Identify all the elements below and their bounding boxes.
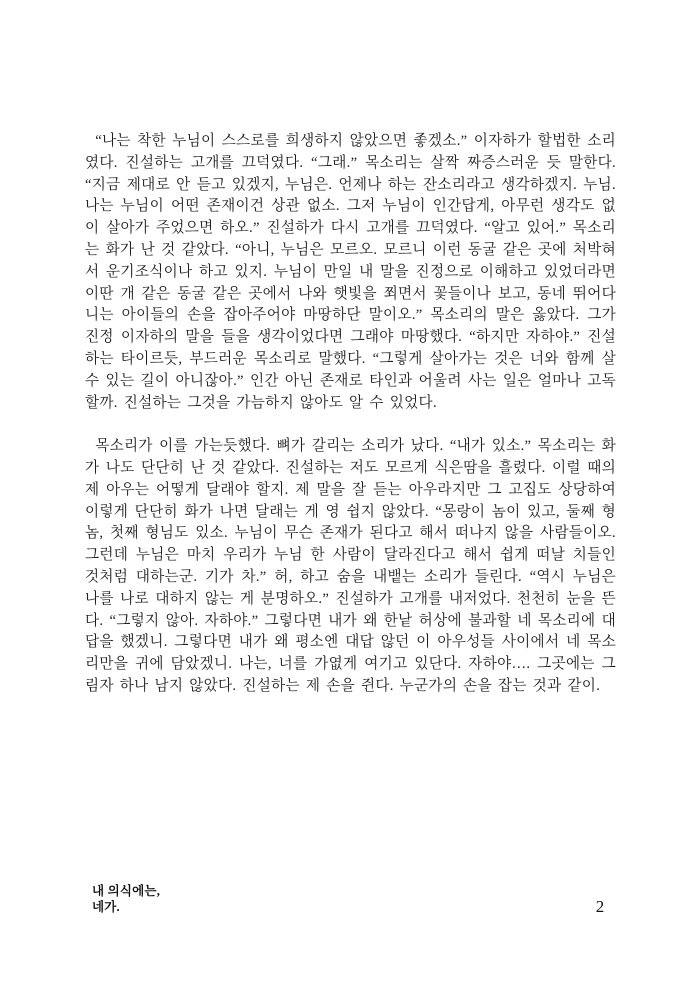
footer-title-line-2: 네가. (92, 899, 120, 914)
paragraph-2: 목소리가 이를 가는듯했다. 뼈가 갈리는 소리가 났다. “내가 있소.” 목소리는 화가 나도 단단히 난 것 같았다. 진설하는 저도 모르게 식은땀을 흘렸다. 이럴 때의 제 아우는 어떻게 달래야 할지. 제 말을 잘 듣는 아우라지만 그 고집도 상당하여 이렇게 단단히 화가 나면 달래는 게 영 쉽지 않았다. “몽랑이 놈이 있고, 둘째 형 놈, 첫째 형님도 있소. 누님이 무슨 존재가 된다고 해서 떠나지 않을 사람들이오. 그런데 누님은 마치 우리가 누님 한 사람이 달라진다고 해서 쉽게 떠날 치들인 것처럼 대하는군. 기가 차.” 허, 하고 숨을 내뱉는 소리가 들린다. “역시 누님은 나를 나로 대하지 않는 게 분명하오.” 진설하가 고개를 내저었다. 천천히 눈을 뜬다. “그렇지 않아. 자하야.” 그렇다면 내가 왜 한낱 허상에 불과할 네 목소리에 대답을 했겠니. 그렇다면 내가 왜 평소엔 대답 않던 이 아우성들 사이에서 네 목소리만을 귀에 담았겠니. 나는, 너를 가엾게 여기고 있단다. 자하야…. 그곳에는 그림자 하나 남지 않았다. 진설하는 제 손을 쥔다. 누군가의 손을 잡는 것과 같이. (85, 438, 616, 694)
footer-book-title (92, 884, 160, 915)
paragraph-1: “나는 착한 누님이 스스로를 희생하지 않았으면 좋겠소.” 이자하가 할법한 소리였다. 진설하는 고개를 끄덕였다. “그래.” 목소리는 살짝 짜증스러운 듯 말한다. “지금 제대로 안 듣고 있겠지, 누님은. 언제나 하는 잔소리라고 생각하겠지. 누님. 나는 누님이 어떤 존재이건 상관 없소. 그저 누님이 인간답게, 아무런 생각도 없이 살아가 주었으면 하오.” 진설하가 다시 고개를 끄덕였다. “알고 있어.” 목소리는 화가 난 것 같았다. “아니, 누님은 모르오. 모르니 이런 동굴 같은 곳에 처박혀서 운기조식이나 하고 있지. 누님이 만일 내 말을 진정으로 이해하고 있었더라면 이딴 개 같은 동굴 같은 곳에서 나와 햇빛을 쬐면서 꽃들이나 보고, 동네 뛰어다니는 아이들의 손을 잡아주어야 마땅하단 말이오.” 목소리의 말은 옳았다. 그가 진정 이자하의 말을 들을 생각이었다면 그래야 마땅했다. “하지만 자하야.” 진설하는 타이르듯, 부드러운 목소리로 말했다. “그렇게 살아가는 것은 너와 함께 살 수 있는 길이 아니잖아.” 인간 아닌 존재로 타인과 어울려 사는 일은 얼마나 고독할까. 진설하는 그것을 가늠하지 않아도 알 수 있었다. (85, 133, 616, 411)
footer-title-line-1: 내 의식에는, (92, 884, 161, 898)
page-number: 2 (595, 897, 605, 916)
body-text (85, 131, 616, 698)
